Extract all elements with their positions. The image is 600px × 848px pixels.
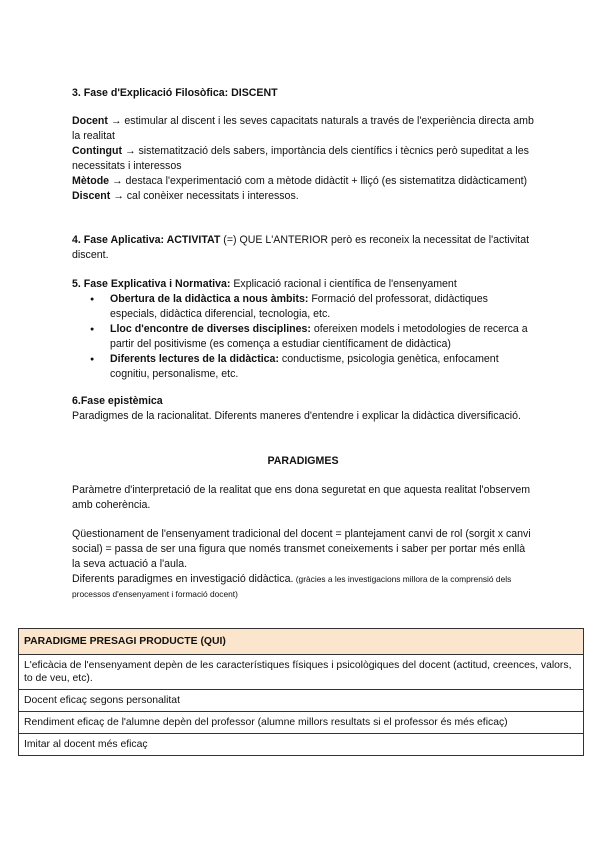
section-5-list xyxy=(72,292,534,382)
list-item: ● Diferents lectures de la didàctica: conductisme, psicologia genètica, enfocament cognitiu, personalisme, etc. xyxy=(110,352,534,382)
table-row: L'eficàcia de l'ensenyament depèn de les característiques físiques i psicològiques del docent (actitud, creences, valors, to de veu, etc). xyxy=(19,655,584,690)
item-contingut: Contingut → sistematització dels sabers, importància dels científics i tècnics però supeditat a les necessitats i interessos xyxy=(72,145,529,172)
section-6-text: Paradigmes de la racionalitat. Diferents maneres d'entendre i explicar la didàctica diversificació. xyxy=(72,410,521,422)
item-discent: Discent → cal conèixer necessitats i interessos. xyxy=(72,190,299,202)
list-item: ● Obertura de la didàctica a nous àmbits: Formació del professorat, didàctiques especials, didàctica diferencial, tecnologia, etc. xyxy=(110,292,534,322)
paradigmes-title: PARADIGMES xyxy=(267,455,339,467)
section-3-title: 3. Fase d'Explicació Filosòfica: DISCENT xyxy=(72,87,278,99)
section-4: 4. Fase Aplicativa: ACTIVITAT (=) QUE L'ANTERIOR però es reconeix la necessitat de l'activitat discent. xyxy=(72,234,530,261)
table-row: Docent eficaç segons personalitat xyxy=(19,690,584,712)
section-5 xyxy=(72,277,534,382)
list-item: ● Lloc d'encontre de diverses disciplines: ofereixen models i metodologies de recerca a partir del positivisme (es comença a estudiar científicament de didàctica) xyxy=(110,322,534,352)
paradigmes-p2: Qüestionament de l'ensenyament tradicional del docent = plantejament canvi de rol (sorgit x canvi social) = passa de ser una figura que només transmet coneixements i saber per portar més enllà la seva actuació a l'aula. xyxy=(72,528,531,570)
section-6 xyxy=(72,394,534,424)
table-header-row xyxy=(19,629,584,655)
table-row: Imitar al docent més eficaç xyxy=(19,734,584,756)
paradigm-table xyxy=(18,628,584,756)
table-row: Rendiment eficaç de l'alumne depèn del professor (alumne millors resultats si el professor és més eficaç) xyxy=(19,712,584,734)
paradigmes-p2-block xyxy=(72,527,534,602)
item-docent: Docent → estimular al discent i les seves capacitats naturals a través de l'experiència directa amb la realitat xyxy=(72,115,534,142)
item-metode: Mètode → destaca l'experimentació com a mètode didàctit + lliçó (es sistematitza didàcticament) xyxy=(72,175,528,187)
paradigmes-p1: Paràmetre d'interpretació de la realitat que ens dona seguretat en que aquesta realitat l'observem amb coherència. xyxy=(72,484,531,511)
section-5-heading: 5. Fase Explicativa i Normativa: Explicació racional i científica de l'ensenyament xyxy=(72,278,457,290)
table-header: PARADIGME PRESAGI PRODUCTE (QUI) xyxy=(19,629,584,655)
section-3-body xyxy=(72,114,534,204)
section-6-title: 6.Fase epistèmica xyxy=(72,395,163,407)
paradigmes-p3: Diferents paradigmes en investigació didàctica. (gràcies a les investigacions millora de la comprensió dels processos d'ensenyament i formació docent) xyxy=(72,573,512,599)
